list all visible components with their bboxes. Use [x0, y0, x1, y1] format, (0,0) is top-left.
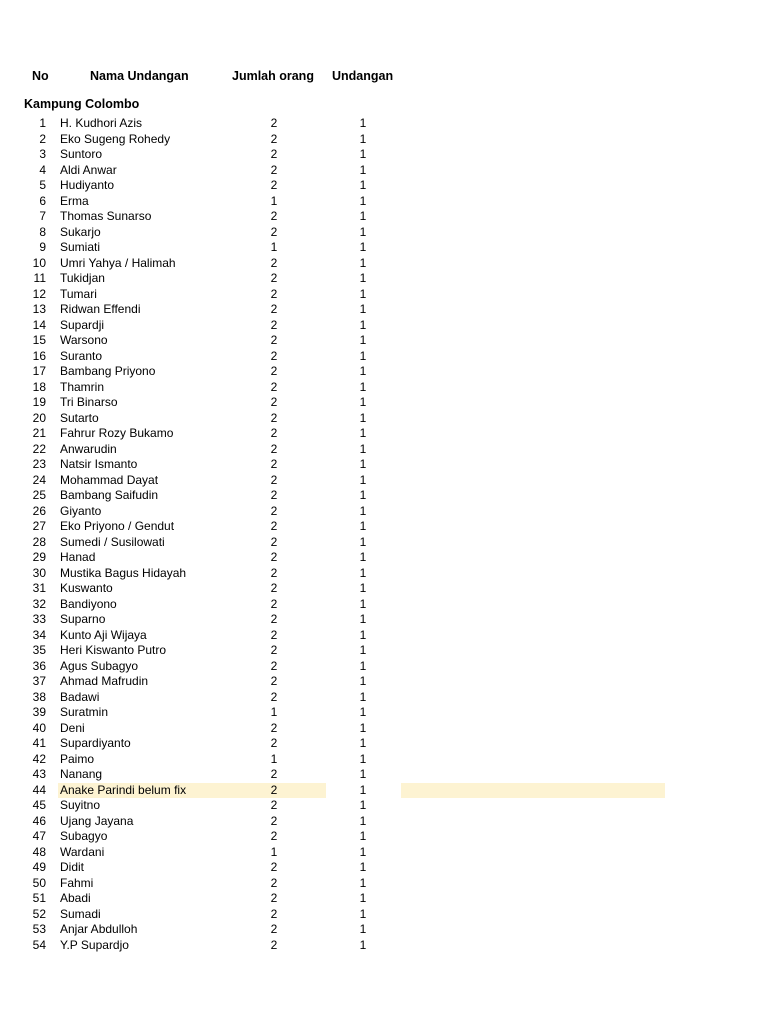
cell-undangan: 1: [359, 860, 367, 874]
table-row: [0, 566, 768, 582]
cell-nama-undangan: Eko Priyono / Gendut: [60, 519, 175, 533]
cell-jumlah-orang: 2: [270, 441, 278, 456]
cell-nama-undangan: Didit: [60, 860, 85, 874]
cell-no: 1: [39, 116, 46, 130]
cell-jumlah-orang: 2: [270, 922, 278, 936]
cell-jumlah-orang: 2: [270, 596, 278, 611]
cell-nama-undangan: Kuswanto: [60, 581, 113, 595]
table-row: [0, 581, 768, 597]
cell-jumlah-orang: 2: [270, 658, 278, 673]
cell-nama-undangan: Hanad: [60, 550, 96, 564]
cell-no: 7: [39, 209, 46, 223]
table-row: [0, 364, 768, 380]
cell-nama-undangan: Umri Yahya / Halimah: [60, 255, 176, 270]
table-row: [0, 457, 768, 473]
cell-nama-undangan: Supardji: [60, 317, 105, 332]
cell-nama-undangan: Suntoro: [60, 147, 103, 161]
cell-nama-undangan: Sutarto: [60, 410, 99, 425]
cell-jumlah-orang: 2: [270, 519, 278, 533]
cell-nama-undangan: Kunto Aji Wijaya: [60, 627, 147, 642]
cell-no: 47: [32, 829, 46, 843]
cell-undangan: 1: [359, 116, 367, 130]
cell-no: 44: [32, 782, 46, 797]
cell-nama-undangan: Giyanto: [60, 503, 102, 518]
cell-no: 13: [32, 302, 46, 316]
cell-no: 48: [32, 844, 46, 859]
table-row: [0, 147, 768, 163]
cell-no: 6: [39, 193, 46, 208]
cell-no: 10: [32, 255, 46, 270]
cell-no: 36: [32, 658, 46, 673]
cell-jumlah-orang: 2: [270, 333, 278, 347]
table-row: [0, 752, 768, 768]
table-row: [0, 240, 768, 256]
cell-jumlah-orang: 2: [270, 209, 278, 223]
cell-nama-undangan: Aldi Anwar: [60, 162, 117, 177]
cell-jumlah-orang: 2: [270, 875, 278, 890]
cell-undangan: 1: [359, 612, 367, 626]
table-row: [0, 612, 768, 628]
cell-jumlah-orang: 2: [270, 472, 278, 487]
cell-undangan: 1: [359, 426, 367, 440]
cell-no: 32: [32, 596, 46, 611]
cell-no: 51: [32, 891, 46, 905]
cell-undangan: 1: [359, 410, 367, 425]
cell-undangan: 1: [359, 193, 367, 208]
cell-jumlah-orang: 2: [270, 224, 278, 239]
table-row: [0, 426, 768, 442]
cell-undangan: 1: [359, 441, 367, 456]
cell-no: 30: [32, 565, 46, 580]
cell-undangan: 1: [359, 147, 367, 161]
cell-jumlah-orang: 2: [270, 767, 278, 781]
cell-jumlah-orang: 2: [270, 782, 278, 797]
cell-undangan: 1: [359, 565, 367, 580]
cell-nama-undangan: Wardani: [60, 844, 105, 859]
cell-no: 3: [39, 147, 46, 161]
cell-nama-undangan: Ridwan Effendi: [60, 302, 141, 316]
cell-jumlah-orang: 2: [270, 348, 278, 363]
cell-nama-undangan: Sumiati: [60, 240, 101, 254]
table-row: [0, 705, 768, 721]
table-row: [0, 395, 768, 411]
cell-undangan: 1: [359, 720, 367, 735]
cell-nama-undangan: Suyitno: [60, 798, 101, 812]
cell-undangan: 1: [359, 674, 367, 688]
cell-no: 8: [39, 224, 46, 239]
cell-jumlah-orang: 2: [270, 271, 278, 285]
cell-jumlah-orang: 2: [270, 612, 278, 626]
cell-jumlah-orang: 1: [270, 240, 278, 254]
cell-nama-undangan: Anwarudin: [60, 441, 117, 456]
table-row: [0, 256, 768, 272]
cell-undangan: 1: [359, 643, 367, 657]
cell-no: 19: [32, 395, 46, 409]
cell-jumlah-orang: 2: [270, 395, 278, 409]
cell-jumlah-orang: 2: [270, 581, 278, 595]
cell-undangan: 1: [359, 689, 367, 704]
cell-nama-undangan: Suratmin: [60, 705, 109, 719]
cell-undangan: 1: [359, 131, 367, 146]
cell-jumlah-orang: 2: [270, 410, 278, 425]
cell-jumlah-orang: 2: [270, 503, 278, 518]
table-row: [0, 829, 768, 845]
cell-no: 38: [32, 689, 46, 704]
cell-no: 45: [32, 798, 46, 812]
cell-undangan: 1: [359, 472, 367, 487]
cell-jumlah-orang: 2: [270, 317, 278, 332]
cell-undangan: 1: [359, 488, 367, 502]
cell-no: 17: [32, 364, 46, 378]
cell-no: 33: [32, 612, 46, 626]
cell-nama-undangan: Suparno: [60, 612, 106, 626]
cell-undangan: 1: [359, 813, 367, 828]
cell-no: 20: [32, 410, 46, 425]
cell-jumlah-orang: 2: [270, 379, 278, 394]
column-header-no: No: [32, 69, 49, 83]
cell-jumlah-orang: 2: [270, 565, 278, 580]
cell-nama-undangan: Nanang: [60, 767, 103, 781]
table-row: [0, 721, 768, 737]
cell-no: 5: [39, 178, 46, 192]
cell-jumlah-orang: 2: [270, 550, 278, 564]
table-row: [0, 674, 768, 690]
cell-no: 21: [32, 426, 46, 440]
cell-undangan: 1: [359, 317, 367, 332]
cell-no: 14: [32, 317, 46, 332]
cell-undangan: 1: [359, 503, 367, 518]
column-header-undangan: Undangan: [332, 69, 394, 83]
cell-jumlah-orang: 2: [270, 286, 278, 301]
cell-nama-undangan: Erma: [60, 193, 89, 208]
cell-undangan: 1: [359, 767, 367, 781]
cell-undangan: 1: [359, 224, 367, 239]
cell-undangan: 1: [359, 178, 367, 192]
cell-jumlah-orang: 2: [270, 720, 278, 735]
cell-nama-undangan: Warsono: [60, 333, 108, 347]
table-row: [0, 907, 768, 923]
cell-jumlah-orang: 2: [270, 643, 278, 657]
cell-jumlah-orang: 2: [270, 689, 278, 704]
cell-jumlah-orang: 1: [270, 844, 278, 859]
cell-no: 11: [33, 271, 46, 285]
cell-no: 12: [32, 286, 46, 301]
table-row: [0, 597, 768, 613]
cell-jumlah-orang: 2: [270, 798, 278, 812]
table-row: [0, 876, 768, 892]
cell-nama-undangan: Bandiyono: [60, 596, 117, 611]
cell-undangan: 1: [359, 875, 367, 890]
column-header-nama-undangan: Nama Undangan: [90, 69, 189, 83]
cell-undangan: 1: [359, 627, 367, 642]
cell-undangan: 1: [359, 782, 367, 797]
table-row: [0, 736, 768, 752]
cell-no: 42: [32, 751, 46, 766]
table-row: [0, 116, 768, 132]
cell-nama-undangan: Deni: [60, 720, 85, 735]
cell-undangan: 1: [359, 162, 367, 177]
column-header-jumlah-orang: Jumlah orang: [232, 69, 314, 83]
cell-no: 49: [32, 860, 46, 874]
cell-no: 29: [32, 550, 46, 564]
cell-nama-undangan: Anake Parindi belum fix: [60, 782, 187, 797]
cell-nama-undangan: Mohammad Dayat: [60, 472, 159, 487]
cell-no: 37: [32, 674, 46, 688]
cell-nama-undangan: Bambang Priyono: [60, 364, 156, 378]
cell-nama-undangan: Hudiyanto: [60, 178, 115, 192]
cell-undangan: 1: [359, 922, 367, 936]
cell-nama-undangan: Fahmi: [60, 875, 94, 890]
cell-nama-undangan: Eko Sugeng Rohedy: [60, 131, 171, 146]
cell-nama-undangan: Thomas Sunarso: [60, 209, 152, 223]
cell-jumlah-orang: 2: [270, 178, 278, 192]
cell-no: 4: [39, 162, 46, 177]
table-row: [0, 659, 768, 675]
cell-jumlah-orang: 1: [270, 193, 278, 208]
cell-undangan: 1: [359, 271, 367, 285]
cell-jumlah-orang: 2: [270, 488, 278, 502]
table-row: [0, 519, 768, 535]
cell-nama-undangan: Tri Binarso: [60, 395, 118, 409]
table-row: [0, 287, 768, 303]
table-row: [0, 860, 768, 876]
cell-no: 31: [32, 581, 46, 595]
cell-undangan: 1: [359, 829, 367, 843]
cell-nama-undangan: Paimo: [60, 751, 95, 766]
cell-no: 43: [32, 767, 46, 781]
table-row: [0, 535, 768, 551]
cell-no: 16: [32, 348, 46, 363]
cell-no: 27: [32, 519, 46, 533]
cell-jumlah-orang: 2: [270, 147, 278, 161]
cell-jumlah-orang: 2: [270, 813, 278, 828]
cell-undangan: 1: [359, 705, 367, 719]
cell-nama-undangan: Natsir Ismanto: [60, 457, 138, 471]
cell-nama-undangan: Anjar Abdulloh: [60, 922, 138, 936]
cell-no: 22: [32, 441, 46, 456]
cell-nama-undangan: Y.P Supardjo: [60, 937, 129, 952]
table-row: [0, 628, 768, 644]
cell-jumlah-orang: 1: [270, 705, 278, 719]
cell-no: 26: [32, 503, 46, 518]
cell-undangan: 1: [359, 348, 367, 363]
cell-nama-undangan: Tumari: [60, 286, 97, 301]
cell-undangan: 1: [359, 534, 367, 549]
cell-jumlah-orang: 1: [270, 751, 278, 766]
cell-undangan: 1: [359, 891, 367, 905]
table-row: [0, 194, 768, 210]
cell-undangan: 1: [359, 937, 367, 952]
table-row: [0, 783, 768, 799]
cell-nama-undangan: Badawi: [60, 689, 100, 704]
cell-nama-undangan: Thamrin: [60, 379, 105, 394]
cell-nama-undangan: Tukidjan: [60, 271, 105, 285]
cell-undangan: 1: [359, 395, 367, 409]
cell-undangan: 1: [359, 333, 367, 347]
table-row: [0, 132, 768, 148]
table-row: [0, 442, 768, 458]
table-row: [0, 504, 768, 520]
cell-nama-undangan: Heri Kiswanto Putro: [60, 643, 167, 657]
cell-nama-undangan: Sumadi: [60, 906, 101, 921]
cell-nama-undangan: Bambang Saifudin: [60, 488, 159, 502]
cell-nama-undangan: Fahrur Rozy Bukamo: [60, 426, 174, 440]
cell-undangan: 1: [359, 286, 367, 301]
table-row: [0, 380, 768, 396]
cell-jumlah-orang: 2: [270, 255, 278, 270]
table-row: [0, 302, 768, 318]
cell-undangan: 1: [359, 364, 367, 378]
cell-undangan: 1: [359, 519, 367, 533]
guest-list: [0, 116, 768, 953]
cell-undangan: 1: [359, 658, 367, 673]
cell-jumlah-orang: 2: [270, 674, 278, 688]
table-row: [0, 271, 768, 287]
cell-no: 50: [32, 875, 46, 890]
cell-undangan: 1: [359, 302, 367, 316]
cell-undangan: 1: [359, 844, 367, 859]
cell-undangan: 1: [359, 240, 367, 254]
section-title: Kampung Colombo: [24, 97, 140, 111]
cell-undangan: 1: [359, 550, 367, 564]
cell-undangan: 1: [359, 457, 367, 471]
cell-no: 23: [32, 457, 46, 471]
cell-jumlah-orang: 2: [270, 906, 278, 921]
cell-jumlah-orang: 2: [270, 426, 278, 440]
table-row: [0, 488, 768, 504]
table-row: [0, 318, 768, 334]
table-row: [0, 163, 768, 179]
cell-nama-undangan: Agus Subagyo: [60, 658, 139, 673]
cell-no: 9: [39, 240, 46, 254]
cell-nama-undangan: Mustika Bagus Hidayah: [60, 565, 187, 580]
cell-undangan: 1: [359, 596, 367, 611]
table-row: [0, 333, 768, 349]
table-row: [0, 814, 768, 830]
cell-undangan: 1: [359, 906, 367, 921]
cell-no: 2: [39, 131, 46, 146]
cell-jumlah-orang: 2: [270, 860, 278, 874]
cell-undangan: 1: [359, 209, 367, 223]
cell-no: 34: [32, 627, 46, 642]
table-row: [0, 798, 768, 814]
cell-jumlah-orang: 2: [270, 829, 278, 843]
table-row: [0, 178, 768, 194]
cell-nama-undangan: Subagyo: [60, 829, 108, 843]
cell-nama-undangan: Sumedi / Susilowati: [60, 534, 165, 549]
cell-jumlah-orang: 2: [270, 937, 278, 952]
table-row: [0, 473, 768, 489]
cell-no: 28: [32, 534, 46, 549]
cell-no: 18: [32, 379, 46, 394]
cell-nama-undangan: Suranto: [60, 348, 103, 363]
cell-no: 41: [32, 736, 46, 750]
table-row: [0, 550, 768, 566]
cell-no: 15: [32, 333, 46, 347]
cell-no: 53: [32, 922, 46, 936]
cell-jumlah-orang: 2: [270, 627, 278, 642]
table-row: [0, 767, 768, 783]
cell-jumlah-orang: 2: [270, 162, 278, 177]
cell-nama-undangan: H. Kudhori Azis: [60, 116, 143, 130]
cell-jumlah-orang: 2: [270, 457, 278, 471]
cell-undangan: 1: [359, 581, 367, 595]
cell-nama-undangan: Ahmad Mafrudin: [60, 674, 149, 688]
cell-nama-undangan: Abadi: [60, 891, 91, 905]
table-row: [0, 845, 768, 861]
cell-jumlah-orang: 2: [270, 736, 278, 750]
cell-no: 46: [32, 813, 46, 828]
table-row: [0, 891, 768, 907]
table-row: [0, 225, 768, 241]
table-row: [0, 349, 768, 365]
cell-no: 52: [32, 906, 46, 921]
cell-jumlah-orang: 2: [270, 302, 278, 316]
row-highlight-fill: [401, 783, 665, 799]
table-row: [0, 690, 768, 706]
table-row: [0, 209, 768, 225]
cell-jumlah-orang: 2: [270, 131, 278, 146]
cell-undangan: 1: [359, 751, 367, 766]
cell-undangan: 1: [359, 379, 367, 394]
cell-no: 35: [32, 643, 46, 657]
cell-jumlah-orang: 2: [270, 116, 278, 130]
cell-jumlah-orang: 2: [270, 891, 278, 905]
cell-undangan: 1: [359, 736, 367, 750]
cell-no: 39: [32, 705, 46, 719]
cell-no: 54: [32, 937, 46, 952]
table-row: [0, 922, 768, 938]
cell-no: 25: [32, 488, 46, 502]
cell-no: 40: [32, 720, 46, 735]
cell-undangan: 1: [359, 798, 367, 812]
cell-undangan: 1: [359, 255, 367, 270]
cell-nama-undangan: Ujang Jayana: [60, 813, 134, 828]
cell-nama-undangan: Supardiyanto: [60, 736, 131, 750]
cell-jumlah-orang: 2: [270, 534, 278, 549]
cell-jumlah-orang: 2: [270, 364, 278, 378]
table-row: [0, 938, 768, 954]
cell-nama-undangan: Sukarjo: [60, 224, 101, 239]
cell-no: 24: [32, 472, 46, 487]
table-row: [0, 411, 768, 427]
table-row: [0, 643, 768, 659]
